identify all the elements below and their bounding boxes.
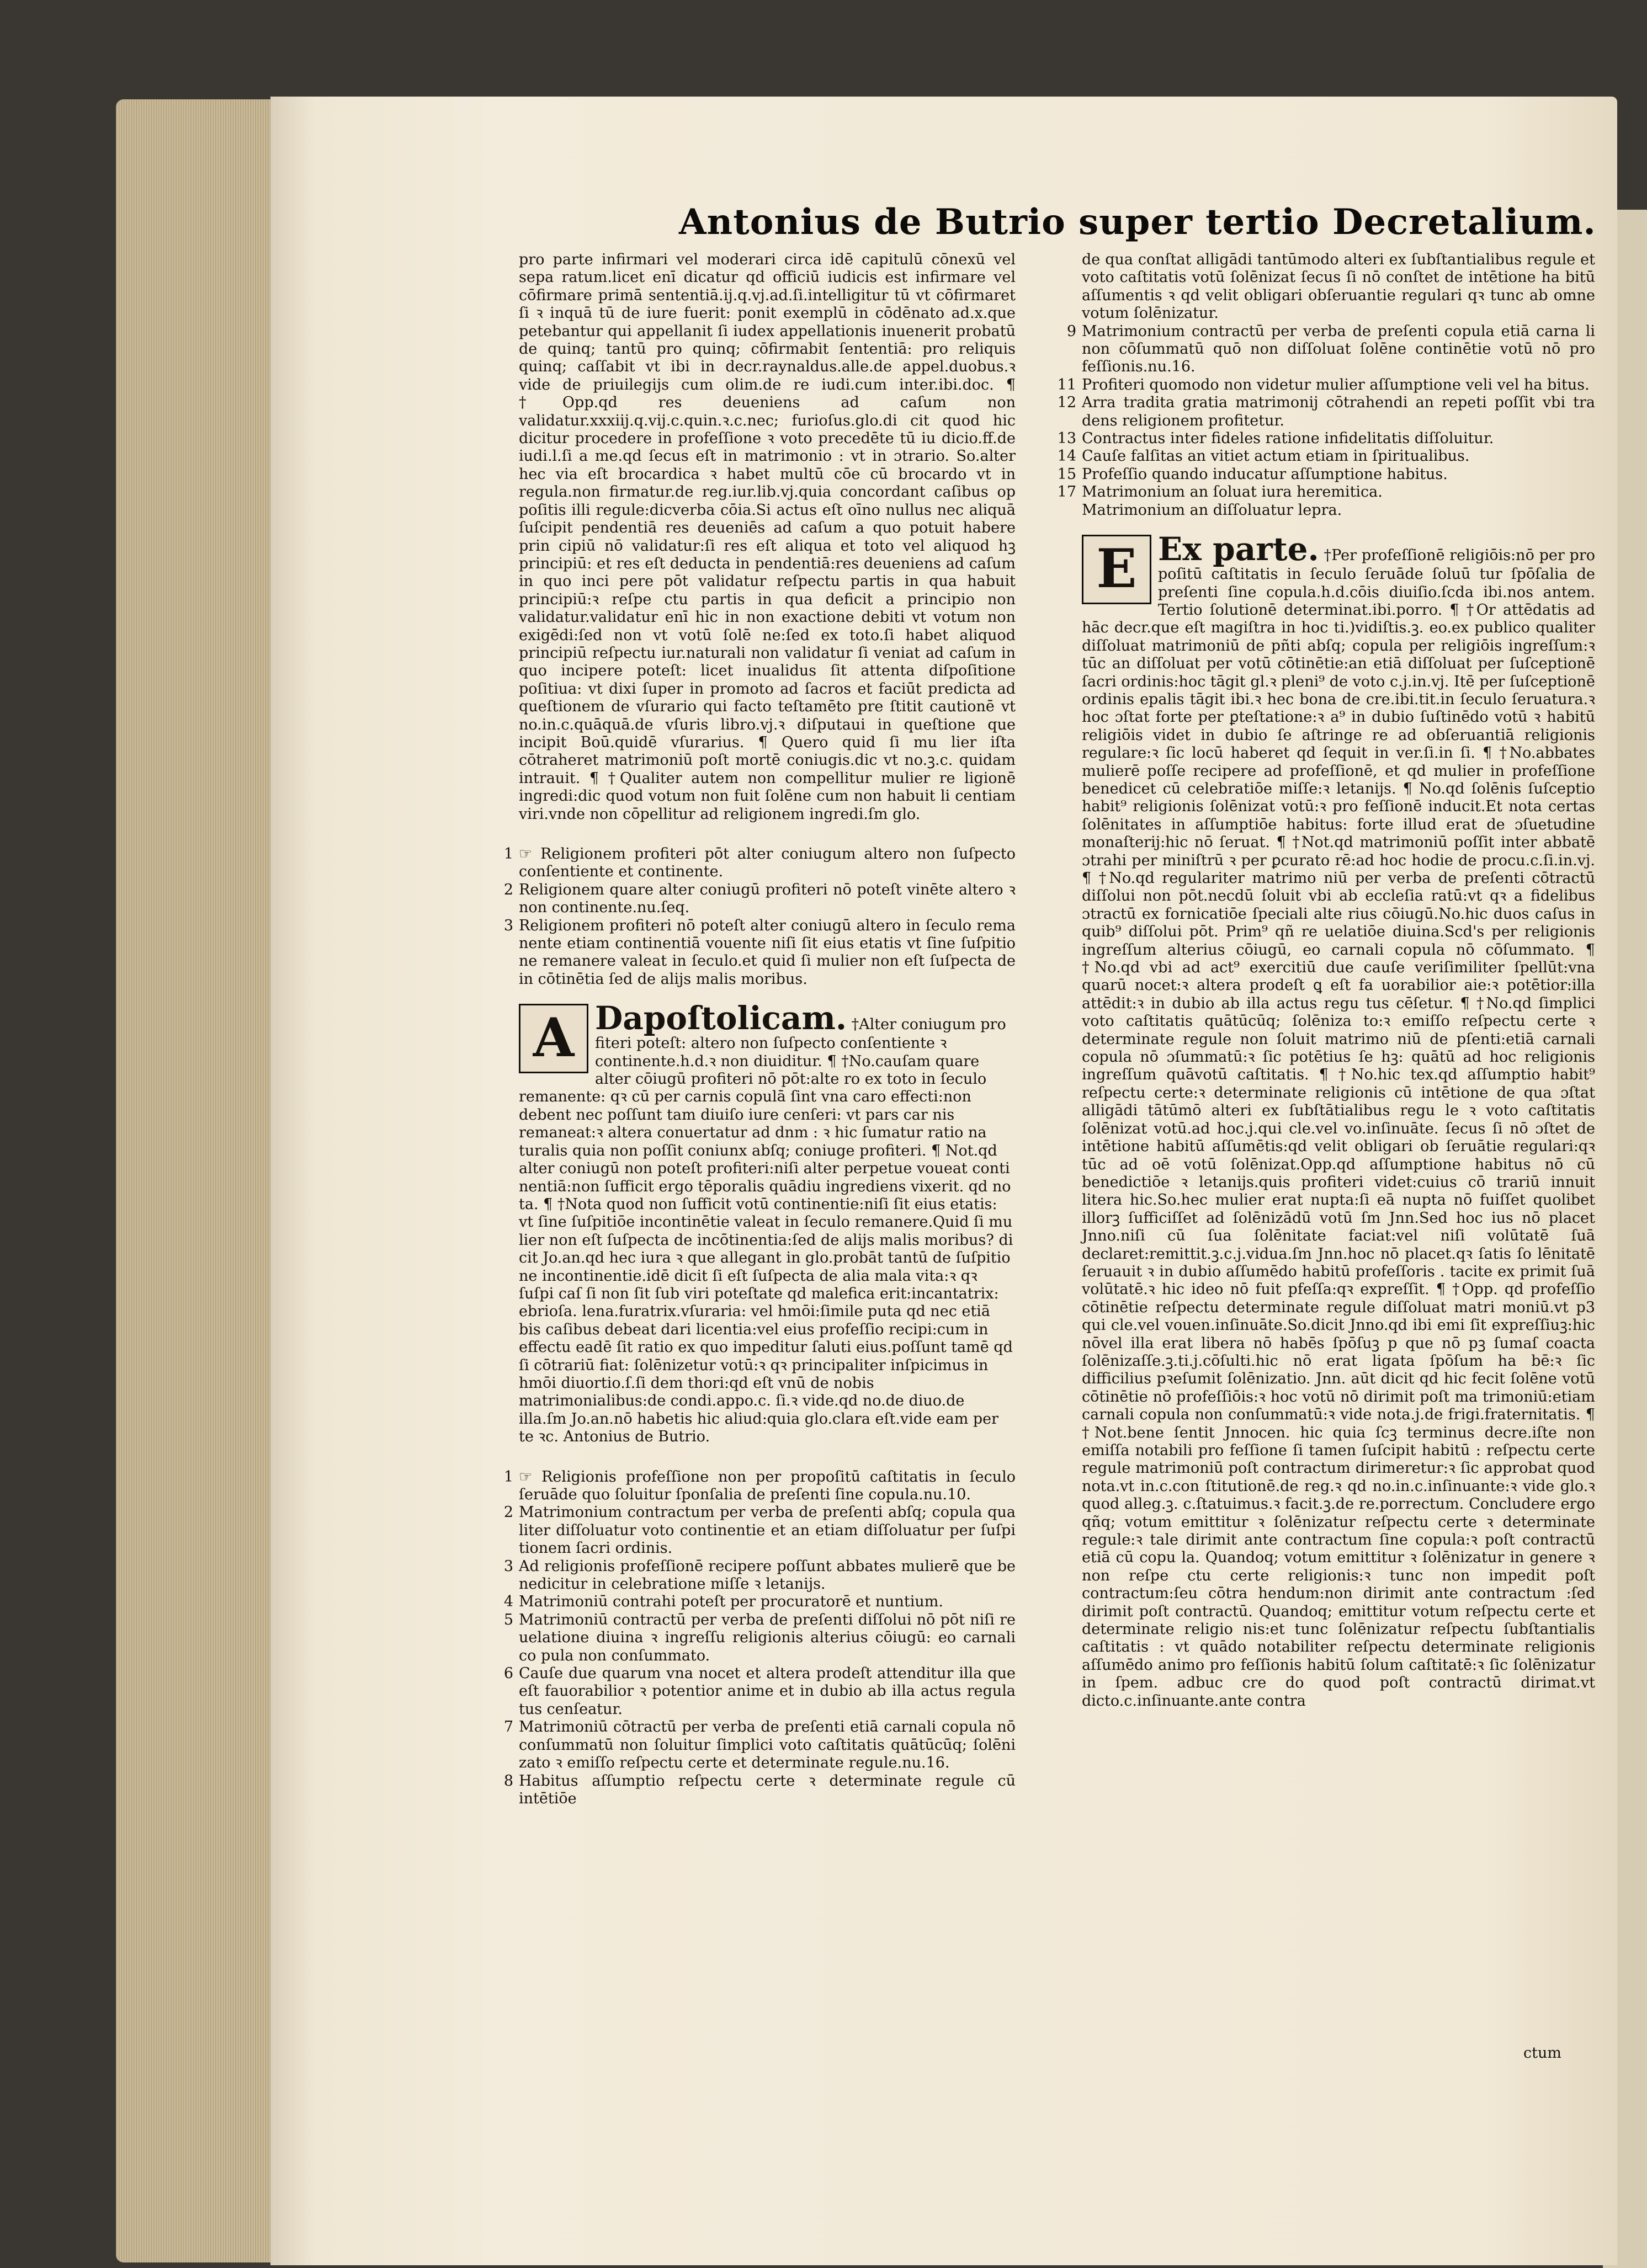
summary-item-number [1054,251,1082,323]
summary-item [1057,465,1595,483]
summary-item-text: Ad religionis profeſſionē recipere poſſunt abbates mulierē que be nedicitur in celebratione miſſe ꝛ letanijs. [519,1557,1016,1593]
summary-item [1057,394,1595,430]
left-text-top: pro parte infirmari vel moderari circa idē capitulū cōnexū vel sepa ratum.licet enī dicatur qd officiū iudicis est infirmare vel cōfirmare primā sententiā.ij.q.vj.ad.ſi.intelligitur tū vt cōfirmaret ſi ꝛ inquā tū de iure fuerit: ponit exemplū in cōdēnato ad.x.que petebantur qui appellanit ſi iudex appellationis inuenerit probatū de quinq; tantū pro quinq; cōfirmabit ſententiā: pro reliquis quinq; caſſabit vt ibi in decr.raynaldus.alle.de appel.duobus.ꝛ vide de priuilegijs cum olim.de re iudi.cum inter.ibi.doc. ¶ †Opp.qd res deueniens ad caſum non validatur.xxxiij.q.vij.c.quin.ꝛ.c.nec; furioſus.glo.di cit quod hic dicitur procedere in profeſſione ꝛ voto precedēte tū iu dicio.ff.de iudi.l.ſi a me.qd ſecus eſt in matrimonio : vt in ɔtrario. So.alter hec via eſt brocardica ꝛ habet multū cōe cū brocardo vt in regula.non firmatur.de reg.iur.lib.vj.quia concordant caſibus op poſitis illi regule:dicverba cōia.Si actus eſt oīno nullus nec aliquā ſuſcipit pendentiā res deueniēs ad caſum a quo potuit habere prin cipiū nō validatur:ſi res eſt aliqua et toto vel aliquod hꝫ principiū: et res eſt deducta in pendentiā:res deueniens ad caſum in quo inci pere pōt validatur reſpectu partis in qua habuit principiū:ꝛ reſpe ctu partis in qua deficit a principio non validatur.validatur enī hic in non exactione debiti vt votum non exigēdi:ſed non vt votū ſolē ne:ſed ex toto.ſi habet aliquod principiū reſpectu iur.naturali non validatur ſi veniat ad caſum in quo incipere poteſt: licet inualidus ſit attenta diſpoſitione poſitiua: vt dixi ſuper in promoto ad ſacros et faciūt predicta ad queſtionem de vſurario qui facto teſtamēto pre ſtitit cautionē vt no.in.c.quāquā.de vſuris libro.vj.ꝛ diſputaui in queſtione que incipit Boū.quidē vſurarius. ¶ Quero quid ſi mu lier iſta cōtraheret matrimoniū poſt mortē coniugis.dic vt no.ꝫ.c. quidam intrauit. ¶ †Qualiter autem non compellitur mulier re ligionē ingredi:dic quod votum non fuit ſolēne cum non habuit li centiam viri.vnde non cōpellitur ad religionem ingredi.ſm glo. [519,251,1016,823]
adjacent-page-fragment [1625,251,1647,1189]
summary-item-number: 6 [503,1665,513,1683]
summary-item-number: 5 [503,1611,513,1628]
summary-item-text: ☞ Religionem profiteri pōt alter coniugum altero non ſuſpecto conſentiente et continente. [519,845,1016,881]
book-page-edges [116,99,281,2262]
summary-list-1 [503,845,1016,988]
summary-item-number: 12 [1057,394,1076,412]
summary-item-text: Matrimonium an ſoluat iura heremitica. [1082,483,1383,501]
summary-item [1057,430,1595,448]
summary-item-text: Religionem profiteri nō poteſt alter coniugū altero in ſeculo rema nente etiam continentiā vouente niſi ſit eius etatis vt ſine ſuſpitio ne remanere valeat in ſeculo.et quid ſi mulier non eſt ſuſpecta de in cōtinētia ſed de alijs malis moribus. [519,917,1016,988]
summary-item-text: ☞ Religionis profeſſione non per propoſitū caſtitatis in ſeculo ſeruāde quo ſoluitur ſponſalia de preſenti ſine copula.nu.10. [519,1468,1016,1503]
summary-item-number: 1 [503,845,513,863]
summary-item-text: Matrimonium an diſſoluatur lepra. [1082,501,1342,519]
left-column [503,251,1016,1808]
summary-item-number: 15 [1057,465,1076,483]
running-head: Antonius de Butrio super tertio Decretalium. [679,201,1596,243]
summary-item [1057,483,1595,501]
commentary-block-right [1082,530,1595,1710]
summary-item [503,1718,1016,1772]
summary-item-text: de qua conſtat alligādi tantūmodo alteri ex ſubſtantialibus regule et voto caſtitatis votū ſolēnizat ſecus ſi nō conſtet de intētione ha bitū aſſumentis ꝛ qd velit obligari obſeruantie regulari qꝛ tunc ab omne votum ſolēnizatur. [1082,251,1595,322]
summary-item [503,1557,1016,1594]
summary-item-text: Matrimonium contractum per verba de preſenti abſq; copula qua liter diſſoluatur voto continentie et an etiam diſſoluatur per ſuſpi tionem ſacri ordinis. [519,1504,1016,1557]
summary-item [503,881,1016,917]
summary-item-text: Cauſe due quarum vna nocet et altera prodeſt attenditur illa que eſt fauorabilior ꝛ potentior anime et in dubio ab illa actus regula tus cenſeatur. [519,1665,1016,1718]
summary-item [503,1665,1016,1718]
summary-item-text: Contractus inter fideles ratione infidelitatis diſſoluitur. [1082,430,1494,448]
summary-item-text: Cauſe falſitas an vitiet actum etiam in ſpiritualibus. [1082,448,1470,465]
catchword: ctum [1523,2045,1561,2062]
summary-item-text: Profiteri quomodo non videtur mulier aſſumptione veli vel ha bitus. [1082,376,1590,393]
summary-item-number [1054,502,1082,519]
summary-item-text: Matrimonium contractū per verba de preſenti copula etiā carna li non cōſummatū quō non diſſoluat ſolēne continētie votū nō pro feſſionis.nu.16. [1082,322,1595,376]
summary-item-number: 8 [503,1772,513,1790]
lemma-heading: Dapoſtolicam. [595,999,847,1037]
summary-item [1057,376,1595,394]
summary-item-number: 3 [503,917,513,934]
commentary-text-right: †Per profeſſionē religiōis:nō per pro poſitū caſtitatis in ſeculo ſeruāde ſoluū tur ſpōſalia de preſenti ſine copula.h.d.cōis diuiſio.ſcda ibi.nos antem. Tertio ſolutionē determinat.ibi.porro. ¶ †Or attēdatis ad hāc decr.que eſt magiſtra in hoc ti.)vidiſtis.ꝫ. eo.ex publico qualiter diſſoluat matrimoniū de pñti abſq; copula per religiōis ingreſſum:ꝛ tūc an diſſoluat per votū cōtinētie:an etiā diſſoluat per ſuſceptionē ſacri ordinis:hoc tāgit gl.ꝛ pleni⁹ de voto c.j.in.vj. Itē per ſuſceptionē ordinis epalis tāgit ibi.ꝛ hec bona de cre.ibi.tit.in ſeculo ſeruatura.ꝛ hoc ɔſtat forte per ꝑteſtatione:ꝛ a⁹ in dubio ſuſtinēdo votū ꝛ habitū religiōis videt in dubio ſe aſtringe re ad obſeruantiā religionis regulare:ꝛ ſic locū haberet qd ſequit in ver.ſi.in ſi. ¶ †No.abbates mulierē poſſe recipere ad profeſſionē, et qd mulier in profeſſione benedicet cū celebratiōe miſſe:ꝛ letanijs. ¶ No.qd ſolēnis ſuſceptio habit⁹ religionis ſolēnizat votū:ꝛ pro feſſionē inducit.Et nota certas ſolēnitates in aſſumptiōe habitus: forte illud erat de ɔſuetudine monaſterij:hic nō ſeruat. ¶ †Not.qd matrimoniū poſſit inter abbatē ɔtrahi per miniſtrū ꝛ per ꝑcurato rē:ad hoc hodie de procu.c.ſi.in.vj. ¶ †No.qd regulariter matrimo niū per verba de preſenti cōtractū diſſolui non pōt.necdū ſoluit vbi ab eccleſia ratū:vt qꝛ a fidelibus ɔtractū ex fornicatiōe ſpeciali alte rius cōiugū.No.hic duos caſus in quib⁹ diſſolui pōt. Prim⁹ qñ re uelatiōe diuina.Scd's per religionis ingreſſum alterius cōiugū, eo carnali copula nō cōſummato. ¶ †No.qd vbi ad act⁹ exercitiū due cauſe veriſimiliter ſpellūt:vna quarū nocet:ꝛ altera prodeſt ꝗ eſt fa uorabilior aie:ꝛ potētior:illa attēdit:ꝛ in dubio ab illa actus regu tus cēſetur. ¶ †No.qd ſimplici voto caſtitatis quātūcūq; ſolēniza to:ꝛ emiſſo reſpectu certe ꝛ determinate regule non ſoluit matrimo niū de pſenti:etiā carnali copula nō ɔſummatū:ꝛ ſic potētius ſe hꝫ: quātū ad hoc religionis ingreſſum quāvotū caſtitatis. ¶ †No.hic tex.qd aſſumptio habit⁹ reſpectu certe:ꝛ determinate religionis cū intētione de qua ɔſtat alligādi tātūmō alteri ex ſubſtātialibus regu le ꝛ voto caſtitatis ſolēnizat votū.ad hoc.j.qui cle.vel vo.inſinuāte. ſecus ſi nō ɔſtet de intētione habitū aſſumētis:qd velit obligari ob ſeruātie regulari:qꝛ tūc ad oē votū ſolēnizat.Opp.qd aſſumptione habitus nō cū benedictiōe ꝛ letanijs.quis profiteri videt:cuius cō trariū innuit litera hic.So.hec mulier erat nupta:ſi eā nupta nō fuiſſet quolibet illorꝫ ſufficiſſet ad ſolēnizādū votū ſm Jnn.Sed hoc ius nō placet Jnno.niſi cū ſua ſolēnitate faciat:vel niſi volūtatē ſuā declaret:remittit.ꝫ.c.j.vidua.ſm Jnn.hoc nō placet.qꝛ ſatis ſo lēnitatē ſeruauit ꝛ in dubio aſſumēdo habitū profeſſoris . tacite ex primit ſuā volūtatē.ꝛ hic ideo nō fuit pfeſſa:qꝛ expreſſit. ¶ †Opp. qd profeſſio cōtinētie reſpectu determinate regule diſſoluat matri moniū.vt p3 qui cle.vel vouen.inſinuāte.So.dicit Jnno.qd ibi emi ſit expreſſiuꝫ:hic nōvel illa erat libera nō habēs ſpōſuꝫ p que nō pꝫ ſumaſ coacta ſolēnizaſſe.ꝫ.ti.j.cōſulti.hic nō erat ligata ſpōſum ha bē:ꝛ ſic difficilius pꝛeſumit ſolēnizatio. Jnn. aūt dicit qd hic fecit ſolēne votū cōtinētie nō profeſſiōis:ꝛ hoc votū nō dirimit poſt ma trimoniū:etiam carnali copula non conſummatū:ꝛ vide nota.j.de frigi.fraternitatis. ¶ †Not.bene ſentit Jnnocen. hic quia ſcꝫ terminus decre.iſte non emiſſa notabili pro feſſione ſi tamen ſuſcipit habitū : reſpectu certe regule matrimoniū poſt contractum dirimeretur:ꝛ ſic approbat quod nota.vt in.c.con ſtitutionē.de reg.ꝛ qd no.in.c.inſinuante:ꝛ vide glo.ꝛ quod alleg.ꝫ. c.ſtatuimus.ꝛ facit.ꝫ.de re.porrectum. Concludere ergo qñq; votum emittitur ꝛ ſolēnizatur reſpectu certe ꝛ determinate regule:ꝛ tale dirimit ante contractum ſine copula:ꝛ poſt contractū etiā cū copu la. Quandoq; votum emittitur ꝛ ſolēnizatur in genere ꝛ non reſpe ctu certe religionis:ꝛ tunc non impedit poſt contractum:ſeu cōtra hendum:non dirimit ante contractum :ſed dirimit poſt contractū. Quandoq; emittitur votum reſpectu certe et determinate religio nis:et tunc ſolēnizatur reſpectu ſubſtantialis caſtitatis : vt quādo notabiliter reſpectu determinate religionis aſſumēdo animo pro feſſionis habitū ſolum caſtitatē:ꝛ ſic ſolēnizatur in ſpem. adbuc cre do quod poſt contractū dirimat.vt dicto.c.inſinuante.ante contra [1082,547,1595,1710]
summary-item [503,845,1016,881]
summary-item-number: 2 [503,1504,513,1521]
summary-item [503,1468,1016,1504]
summary-item [503,1772,1016,1808]
summary-item [503,917,1016,989]
commentary-text: †Alter coniugum pro fiteri poteſt: altero non ſuſpecto conſentiente ꝛ continente.h.d.ꝛ non diuiditur. ¶ †No.cauſam quare alter cōiugū profiteri nō pōt:alte ro ex toto in ſeculo remanente: qꝛ cū per carnis copulā ſint vna caro effecti:non debent nec poſſunt tam diuiſo iure cenſeri: vt pars car nis remaneat:ꝛ altera conuertatur ad dnm : ꝛ hic ſumatur ratio na turalis quia non poſſit coniunx abſq; coniuge profiteri. ¶ Not.qd alter coniugū non poteſt profiteri:niſi alter perpetue voueat conti nentiā:non ſufficit ergo tēporalis quādiu ingrediens vixerit. qd no ta. ¶ †Nota quod non ſufficit votū continentie:niſi ſit eius etatis: vt ſine ſuſpitiōe incontinētie valeat in ſeculo remanere.Quid ſi mu lier non eſt ſuſpecta de incōtinentia:ſed de alijs malis moribus? di cit Jo.an.qd hec iura ꝛ que allegant in glo.probāt tantū de ſuſpitio ne incontinentie.idē dicit ſi eſt ſuſpecta de alia mala vita:ꝛ qꝛ ſuſpi caſ ſi non ſit ſub viri poteſtate qd malefica erit:incantatrix: ebrioſa. lena.furatrix.vſuraria: vel hmōi:ſimile puta qd nec etiā bis caſibus debeat dari licentia:vel eius profeſſio recipi:cum in effectu eadē ſit ratio ex quo impeditur ſaluti eius.poſſunt tamē qd ſi cōtrariū fiat: ſolēnizetur votū:ꝛ qꝛ principaliter inſpicimus in hmōi diuortio.ſ.ſi dem thori:qd eſt vnū de nobis matrimonialibus:de condi.appo.c. ſi.ꝛ vide.qd no.de diuo.de illa.ſm Jo.an.nō habetis hic aliud:quia glo.clara eſt.vide eam per te ꝛc. Antonius de Butrio. [519,1016,1013,1446]
summary-item-number: 1 [503,1468,513,1486]
summary-item-text: Habitus aſſumptio reſpectu certe ꝛ determinate regule cū intētiōe [519,1772,1016,1807]
drop-cap-initial: A [519,1004,588,1073]
right-column [1057,251,1595,1710]
summary-item-text: Matrimoniū cōtractū per verba de preſenti etiā carnali copula nō conſummatū non ſoluitur ſimplici voto caſtitatis quātūcūq; ſolēni zato ꝛ emiſſo reſpectu certe et determinate regule.nu.16. [519,1718,1016,1772]
summary-item-number: 7 [503,1718,513,1736]
summary-item-number: 9 [1066,322,1076,340]
summary-item [503,1504,1016,1557]
summary-item [1057,448,1595,465]
summary-item-text: Profeſſio quando inducatur aſſumptione habitus. [1082,465,1448,483]
summary-item [1082,502,1595,519]
summary-item [1082,251,1595,323]
summary-item-number: 2 [503,881,513,898]
summary-item [1066,322,1595,376]
summary-item-text: Religionem quare alter coniugū profiteri nō poteſt vinēte altero ꝛ non continente.nu.ſeq. [519,881,1016,917]
summary-item-text: Matrimoniū contractū per verba de preſenti diſſolui nō pōt niſi re uelatione diuina ꝛ ingreſſu religionis alterius cōiugū: eo carnali co pula non conſummato. [519,1611,1016,1664]
summary-item-number: 3 [503,1557,513,1575]
summary-list-2 [503,1468,1016,1808]
summary-item-text: Arra tradita gratia matrimonij cōtrahendi an repeti poſſit vbi tra dens religionem profitetur. [1082,394,1595,429]
summary-item-number: 17 [1057,483,1076,501]
summary-item-number: 13 [1057,430,1076,448]
summary-list-continued [1057,251,1595,519]
lemma-heading-right: Ex parte. [1158,530,1319,568]
summary-item-number: 11 [1057,376,1076,393]
summary-item [503,1611,1016,1665]
drop-cap-initial-right: E [1082,535,1151,604]
commentary-block [519,999,1016,1446]
summary-item-number: 4 [503,1593,513,1611]
summary-item-text: Matrimoniū contrahi poteſt per procuratorē et nuntium. [519,1593,943,1611]
summary-item [503,1593,1016,1611]
summary-item-number: 14 [1057,448,1076,465]
